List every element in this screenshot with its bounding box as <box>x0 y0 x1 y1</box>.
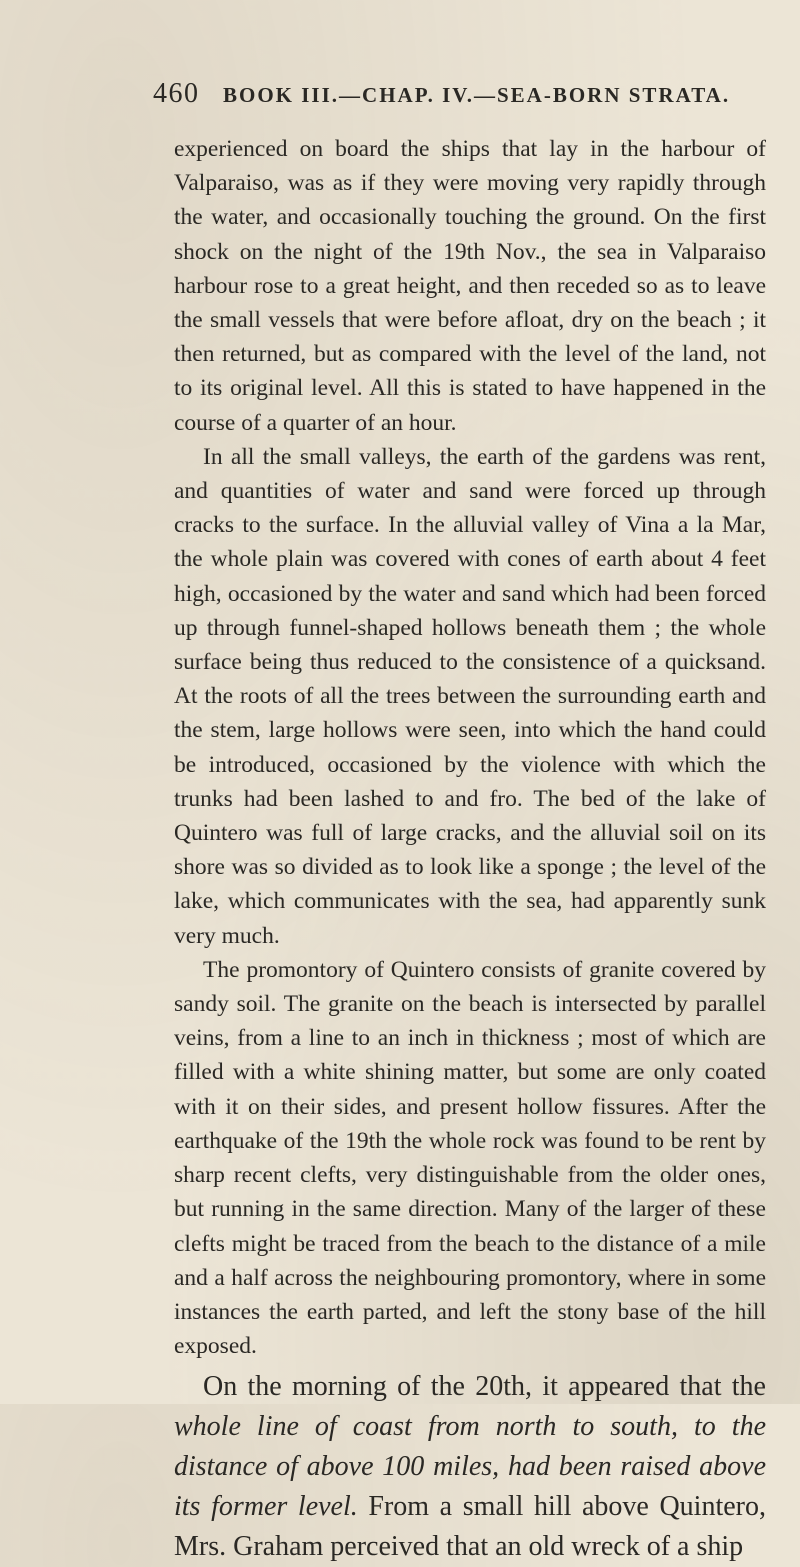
paragraph-4-start: On the morning of the 20th, it appeared that the <box>203 1371 766 1403</box>
paragraph-4 <box>174 1367 766 1567</box>
paragraph-2: In all the small valleys, the earth of the gardens was rent, and quantities of water and sand were forced up through cracks to the surface. In the alluvial valley of Vina a la Mar, the whole plain was covered with cones of earth about 4 feet high, occasioned by the water and sand which had been forced up through funnel-shaped hollows beneath them ; the whole surface being thus reduced to the consistence of a quicksand. At the roots of all the trees between the surrounding earth and the stem, large hollows were seen, into which the hand could be introduced, occasioned by the violence with which the trunks had been lashed to and fro. The bed of the lake of Quintero was full of large cracks, and the alluvial soil on its shore was so divided as to look like a sponge ; the level of the lake, which communicates with the sea, had apparently sunk very much. <box>174 443 766 949</box>
page-header <box>153 78 753 110</box>
paragraph-4-italic: whole line of coast from north to south, to the distance of above 100 miles, had been raised above its former level. <box>174 1411 766 1523</box>
page-number: 460 <box>153 78 200 109</box>
paragraph-4-end: From a small hill above Quintero, Mrs. Graham perceived that an old wreck of a ship <box>174 1491 766 1563</box>
body-text <box>174 132 766 1567</box>
paragraph-3: The promontory of Quintero consists of granite covered by sandy soil. The granite on the beach is intersected by parallel veins, from a line to an inch in thickness ; most of which are filled with a white shining matter, but some are only coated with it on their sides, and present hollow fissures. After the earthquake of the 19th the whole rock was found to be rent by sharp recent clefts, very distinguishable from the older ones, but running in the same direction. Many of the larger of these clefts might be traced from the beach to the distance of a mile and a half across the neighbouring promontory, where in some instances the earth parted, and left the stony base of the hill exposed. <box>174 956 766 1360</box>
paragraph-1: experienced on board the ships that lay in the harbour of Valparaiso, was as if they were moving very rapidly through the water, and occasionally touching the ground. On the first shock on the night of the 19th Nov., the sea in Valparaiso harbour rose to a great height, and then receded so as to leave the small vessels that were before afloat, dry on the beach ; it then returned, but as compared with the level of the land, not to its original level. All this is stated to have happened in the course of a quarter of an hour. <box>174 136 766 436</box>
running-head: BOOK III.—CHAP. IV.—SEA-BORN STRATA. <box>223 83 731 107</box>
